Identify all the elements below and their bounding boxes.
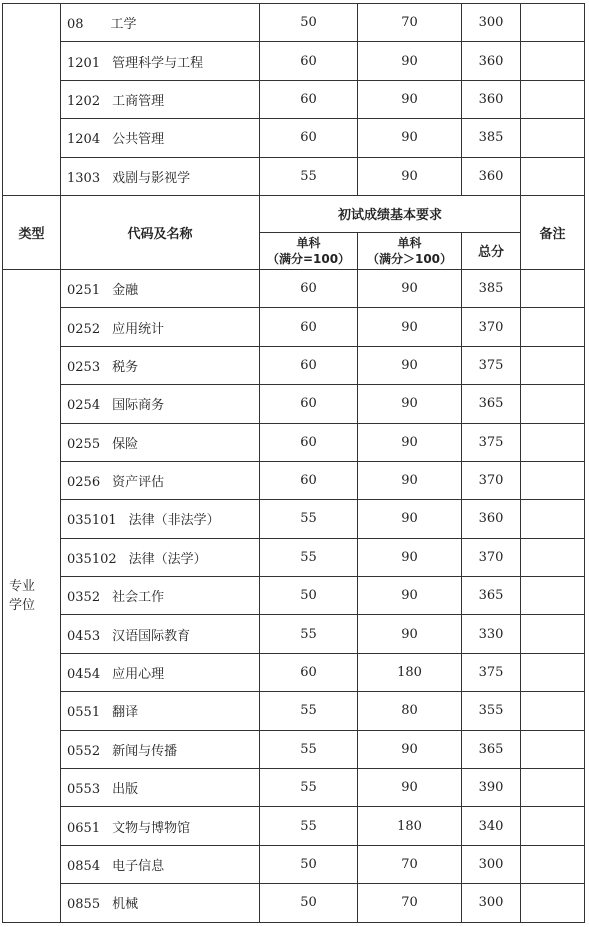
table-row — [3, 269, 585, 307]
remark-header: 备注 — [521, 195, 585, 269]
code-name-cell — [61, 807, 260, 845]
total-cell: 385 — [462, 269, 521, 307]
code-name-cell — [61, 119, 260, 157]
major-code: 0256 — [67, 475, 101, 491]
code-name-cell — [61, 845, 260, 883]
major-name: 法律（法学） — [128, 551, 207, 567]
code-name-cell — [61, 308, 260, 346]
major-name: 戏剧与影视学 — [112, 170, 191, 186]
table-row — [3, 308, 585, 346]
requirement-header: 初试成绩基本要求 — [260, 195, 521, 232]
major-name: 电子信息 — [112, 859, 165, 874]
remark-cell — [521, 461, 585, 499]
total-cell: 365 — [462, 577, 521, 615]
remark-cell — [521, 769, 585, 807]
single-100-cell: 50 — [260, 4, 358, 42]
total-cell: 360 — [462, 500, 521, 538]
major-name: 应用心理 — [112, 667, 165, 683]
total-cell: 330 — [462, 615, 521, 653]
single-100-cell: 50 — [260, 884, 358, 922]
total-cell: 340 — [462, 807, 521, 845]
type-cell-academic — [3, 4, 61, 196]
single-gt100-cell: 90 — [358, 461, 462, 499]
major-code: 0255 — [67, 436, 101, 452]
total-cell: 360 — [462, 80, 521, 118]
total-header: 总分 — [462, 232, 521, 269]
remark-cell — [521, 308, 585, 346]
table-row — [3, 4, 585, 42]
single-gt100-cell: 180 — [358, 807, 462, 845]
major-name: 保险 — [112, 436, 139, 452]
total-cell: 355 — [462, 692, 521, 730]
major-code: 1202 — [67, 93, 101, 109]
single-100-cell: 60 — [260, 119, 358, 157]
code-name-cell — [61, 461, 260, 499]
code-name-cell — [61, 4, 260, 42]
single-100-cell: 50 — [260, 577, 358, 615]
single-100-cell: 55 — [260, 692, 358, 730]
total-cell: 390 — [462, 769, 521, 807]
major-code: 1303 — [67, 170, 101, 186]
major-name: 新闻与传播 — [112, 743, 178, 759]
major-name: 机械 — [112, 897, 139, 913]
single-gt100-cell: 90 — [358, 308, 462, 346]
total-cell: 370 — [462, 538, 521, 576]
remark-cell — [521, 4, 585, 42]
major-name: 社会工作 — [112, 590, 165, 606]
table-row — [3, 692, 585, 730]
type-label-line2: 学位 — [9, 597, 36, 613]
table-row — [3, 538, 585, 576]
single-100-header-line2: （满分=100） — [266, 251, 351, 266]
total-cell: 360 — [462, 157, 521, 195]
table-row — [3, 845, 585, 883]
table-row — [3, 769, 585, 807]
single-100-cell: 60 — [260, 346, 358, 384]
table-row — [3, 577, 585, 615]
remark-cell — [521, 157, 585, 195]
code-name-cell — [61, 769, 260, 807]
code-name-cell — [61, 730, 260, 768]
remark-cell — [521, 385, 585, 423]
code-name-cell — [61, 577, 260, 615]
major-code: 0855 — [67, 897, 101, 913]
single-gt100-cell: 90 — [358, 80, 462, 118]
single-gt100-cell: 90 — [358, 730, 462, 768]
major-code: 0454 — [67, 667, 101, 683]
table-row — [3, 42, 585, 80]
major-name: 国际商务 — [112, 398, 165, 414]
table-row — [3, 385, 585, 423]
type-header: 类型 — [3, 195, 61, 269]
major-name: 工商管理 — [112, 93, 165, 109]
major-code: 0352 — [67, 590, 101, 606]
single-gt100-cell: 90 — [358, 269, 462, 307]
remark-cell — [521, 346, 585, 384]
type-cell-professional — [3, 269, 61, 922]
table-row — [3, 80, 585, 118]
total-cell: 370 — [462, 308, 521, 346]
single-gt100-cell: 90 — [358, 157, 462, 195]
major-code: 0552 — [67, 743, 101, 759]
major-name: 翻译 — [112, 705, 139, 721]
code-name-cell — [61, 538, 260, 576]
major-code: 08 — [67, 17, 84, 33]
table-row — [3, 461, 585, 499]
code-name-cell — [61, 423, 260, 461]
table-row — [3, 615, 585, 653]
major-code: 035102 — [67, 551, 117, 567]
total-cell: 300 — [462, 845, 521, 883]
major-code: 0854 — [67, 859, 101, 874]
score-requirements-table — [2, 3, 585, 923]
header-row — [3, 195, 585, 232]
remark-cell — [521, 653, 585, 691]
type-label-line1: 专业 — [9, 578, 36, 594]
table-row — [3, 730, 585, 768]
remark-cell — [521, 615, 585, 653]
table-row — [3, 346, 585, 384]
code-name-cell — [61, 653, 260, 691]
remark-cell — [521, 730, 585, 768]
table-row — [3, 119, 585, 157]
code-name-header: 代码及名称 — [61, 195, 260, 269]
single-gt100-cell: 90 — [358, 42, 462, 80]
total-cell: 300 — [462, 884, 521, 922]
single-100-cell: 60 — [260, 80, 358, 118]
table-row — [3, 807, 585, 845]
single-gt100-cell: 90 — [358, 500, 462, 538]
single-gt100-cell: 90 — [358, 577, 462, 615]
single-gt100-cell: 70 — [358, 4, 462, 42]
single-100-cell: 55 — [260, 615, 358, 653]
table-row — [3, 423, 585, 461]
remark-cell — [521, 692, 585, 730]
major-code: 0254 — [67, 398, 101, 414]
single-gt100-cell: 70 — [358, 845, 462, 883]
single-gt100-cell: 90 — [358, 346, 462, 384]
code-name-cell — [61, 346, 260, 384]
code-name-cell — [61, 269, 260, 307]
code-name-cell — [61, 615, 260, 653]
single-100-cell: 50 — [260, 845, 358, 883]
code-name-cell — [61, 42, 260, 80]
single-gt100-header-line2: （满分＞100） — [366, 251, 453, 266]
major-code: 035101 — [67, 513, 117, 529]
single-gt100-header — [358, 232, 462, 269]
major-name: 文物与博物馆 — [112, 820, 191, 836]
major-code: 0651 — [67, 820, 101, 836]
single-100-cell: 60 — [260, 269, 358, 307]
remark-cell — [521, 577, 585, 615]
table-row — [3, 157, 585, 195]
single-100-header — [260, 232, 358, 269]
major-code: 1204 — [67, 132, 101, 148]
major-name: 工学 — [110, 17, 137, 33]
single-gt100-cell: 70 — [358, 884, 462, 922]
remark-cell — [521, 538, 585, 576]
major-name: 管理科学与工程 — [112, 55, 204, 71]
remark-cell — [521, 42, 585, 80]
remark-cell — [521, 119, 585, 157]
major-code: 0252 — [67, 321, 101, 337]
code-name-cell — [61, 385, 260, 423]
major-name: 法律（非法学） — [128, 513, 220, 529]
remark-cell — [521, 269, 585, 307]
remark-cell — [521, 500, 585, 538]
single-100-cell: 55 — [260, 500, 358, 538]
major-code: 0553 — [67, 782, 101, 798]
single-100-cell: 60 — [260, 423, 358, 461]
total-cell: 385 — [462, 119, 521, 157]
major-code: 0453 — [67, 628, 101, 644]
single-100-cell: 60 — [260, 308, 358, 346]
single-100-cell: 60 — [260, 385, 358, 423]
major-code: 1201 — [67, 55, 101, 71]
code-name-cell — [61, 157, 260, 195]
single-gt100-cell: 90 — [358, 538, 462, 576]
total-cell: 375 — [462, 346, 521, 384]
major-code: 0551 — [67, 705, 101, 721]
code-name-cell — [61, 692, 260, 730]
major-name: 应用统计 — [112, 321, 165, 337]
single-100-cell: 60 — [260, 42, 358, 80]
single-gt100-cell: 90 — [358, 423, 462, 461]
total-cell: 365 — [462, 730, 521, 768]
single-gt100-cell: 90 — [358, 385, 462, 423]
single-100-cell: 55 — [260, 538, 358, 576]
code-name-cell — [61, 80, 260, 118]
table-row — [3, 653, 585, 691]
major-name: 公共管理 — [112, 132, 165, 148]
remark-cell — [521, 807, 585, 845]
single-gt100-cell: 80 — [358, 692, 462, 730]
single-gt100-cell: 180 — [358, 653, 462, 691]
major-code: 0253 — [67, 359, 101, 375]
major-name: 资产评估 — [112, 475, 165, 491]
table-row — [3, 884, 585, 922]
total-cell: 360 — [462, 42, 521, 80]
single-100-cell: 55 — [260, 730, 358, 768]
total-cell: 365 — [462, 385, 521, 423]
single-100-cell: 60 — [260, 461, 358, 499]
total-cell: 375 — [462, 423, 521, 461]
code-name-cell — [61, 500, 260, 538]
single-100-cell: 55 — [260, 807, 358, 845]
single-100-cell: 60 — [260, 653, 358, 691]
single-gt100-header-line1: 单科 — [397, 235, 422, 250]
remark-cell — [521, 80, 585, 118]
table-row — [3, 500, 585, 538]
total-cell: 370 — [462, 461, 521, 499]
major-name: 金融 — [112, 283, 139, 299]
total-cell: 300 — [462, 4, 521, 42]
code-name-cell — [61, 884, 260, 922]
remark-cell — [521, 884, 585, 922]
single-100-cell: 55 — [260, 769, 358, 807]
single-gt100-cell: 90 — [358, 119, 462, 157]
remark-cell — [521, 423, 585, 461]
remark-cell — [521, 845, 585, 883]
table-body — [3, 4, 585, 923]
major-name: 税务 — [112, 359, 139, 375]
single-gt100-cell: 90 — [358, 615, 462, 653]
major-name: 汉语国际教育 — [112, 628, 191, 644]
major-name: 出版 — [112, 782, 139, 798]
single-100-cell: 55 — [260, 157, 358, 195]
single-100-header-line1: 单科 — [296, 235, 321, 250]
major-code: 0251 — [67, 283, 101, 299]
single-gt100-cell: 90 — [358, 769, 462, 807]
total-cell: 375 — [462, 653, 521, 691]
